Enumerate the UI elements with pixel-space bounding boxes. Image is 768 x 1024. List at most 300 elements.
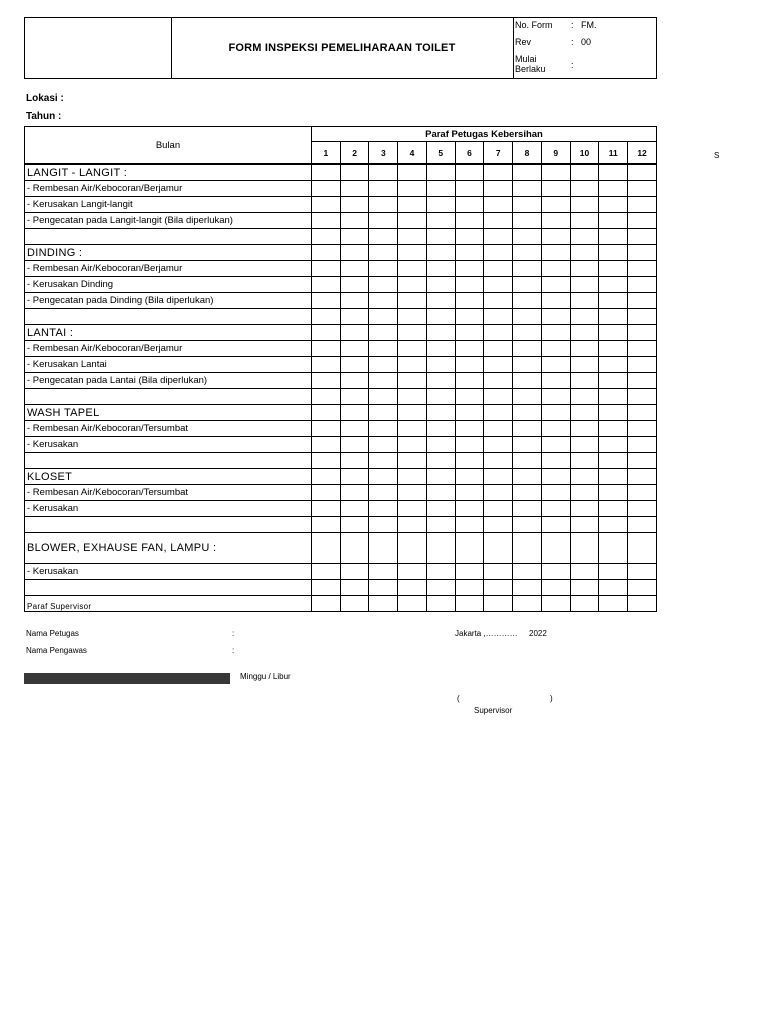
paraf-cell[interactable]	[599, 421, 628, 437]
paraf-cell[interactable]	[426, 580, 455, 596]
paraf-cell[interactable]	[484, 277, 513, 293]
paraf-cell[interactable]	[484, 293, 513, 309]
paraf-cell[interactable]	[513, 245, 542, 261]
paraf-cell[interactable]	[340, 245, 369, 261]
paraf-cell[interactable]	[311, 580, 340, 596]
paraf-cell[interactable]	[628, 309, 657, 325]
paraf-cell[interactable]	[541, 453, 570, 469]
paraf-cell[interactable]	[340, 293, 369, 309]
paraf-cell[interactable]	[311, 437, 340, 453]
paraf-cell[interactable]	[484, 485, 513, 501]
paraf-cell[interactable]	[599, 213, 628, 229]
paraf-cell[interactable]	[311, 293, 340, 309]
paraf-cell[interactable]	[426, 277, 455, 293]
paraf-cell[interactable]	[628, 277, 657, 293]
paraf-cell[interactable]	[570, 437, 599, 453]
paraf-cell[interactable]	[541, 437, 570, 453]
paraf-cell[interactable]	[455, 357, 484, 373]
paraf-cell[interactable]	[455, 596, 484, 612]
paraf-cell[interactable]	[541, 197, 570, 213]
paraf-cell[interactable]	[340, 341, 369, 357]
paraf-cell[interactable]	[599, 261, 628, 277]
paraf-cell[interactable]	[398, 325, 427, 341]
paraf-cell[interactable]	[541, 357, 570, 373]
paraf-cell[interactable]	[570, 213, 599, 229]
paraf-cell[interactable]	[369, 277, 398, 293]
paraf-cell[interactable]	[455, 453, 484, 469]
paraf-cell[interactable]	[484, 229, 513, 245]
paraf-cell[interactable]	[311, 261, 340, 277]
paraf-cell[interactable]	[484, 213, 513, 229]
paraf-cell[interactable]	[628, 485, 657, 501]
paraf-cell[interactable]	[398, 501, 427, 517]
paraf-cell[interactable]	[340, 596, 369, 612]
paraf-cell[interactable]	[426, 229, 455, 245]
paraf-cell[interactable]	[311, 245, 340, 261]
paraf-cell[interactable]	[340, 437, 369, 453]
paraf-cell[interactable]	[541, 533, 570, 564]
paraf-cell[interactable]	[599, 517, 628, 533]
paraf-cell[interactable]	[570, 469, 599, 485]
paraf-cell[interactable]	[398, 341, 427, 357]
paraf-cell[interactable]	[369, 213, 398, 229]
paraf-cell[interactable]	[541, 325, 570, 341]
paraf-cell[interactable]	[541, 501, 570, 517]
paraf-cell[interactable]	[599, 533, 628, 564]
paraf-cell[interactable]	[484, 357, 513, 373]
paraf-cell[interactable]	[311, 533, 340, 564]
paraf-cell[interactable]	[369, 580, 398, 596]
paraf-cell[interactable]	[484, 197, 513, 213]
paraf-cell[interactable]	[311, 389, 340, 405]
paraf-cell[interactable]	[340, 325, 369, 341]
paraf-cell[interactable]	[599, 229, 628, 245]
paraf-cell[interactable]	[398, 197, 427, 213]
paraf-cell[interactable]	[541, 580, 570, 596]
paraf-cell[interactable]	[599, 293, 628, 309]
paraf-cell[interactable]	[455, 437, 484, 453]
paraf-cell[interactable]	[455, 469, 484, 485]
paraf-cell[interactable]	[484, 341, 513, 357]
paraf-cell[interactable]	[570, 517, 599, 533]
paraf-cell[interactable]	[398, 533, 427, 564]
paraf-cell[interactable]	[599, 197, 628, 213]
paraf-cell[interactable]	[484, 596, 513, 612]
paraf-cell[interactable]	[484, 533, 513, 564]
paraf-cell[interactable]	[455, 309, 484, 325]
paraf-cell[interactable]	[311, 164, 340, 181]
paraf-cell[interactable]	[340, 517, 369, 533]
paraf-cell[interactable]	[599, 164, 628, 181]
paraf-cell[interactable]	[398, 245, 427, 261]
paraf-cell[interactable]	[599, 277, 628, 293]
paraf-cell[interactable]	[628, 564, 657, 580]
paraf-cell[interactable]	[369, 564, 398, 580]
paraf-cell[interactable]	[599, 437, 628, 453]
paraf-cell[interactable]	[484, 164, 513, 181]
paraf-cell[interactable]	[628, 533, 657, 564]
paraf-cell[interactable]	[311, 213, 340, 229]
paraf-cell[interactable]	[426, 517, 455, 533]
paraf-cell[interactable]	[484, 181, 513, 197]
paraf-cell[interactable]	[541, 164, 570, 181]
paraf-cell[interactable]	[570, 501, 599, 517]
paraf-cell[interactable]	[628, 164, 657, 181]
paraf-cell[interactable]	[369, 501, 398, 517]
paraf-cell[interactable]	[570, 261, 599, 277]
paraf-cell[interactable]	[513, 533, 542, 564]
paraf-cell[interactable]	[541, 405, 570, 421]
paraf-cell[interactable]	[570, 485, 599, 501]
paraf-cell[interactable]	[369, 164, 398, 181]
paraf-cell[interactable]	[398, 485, 427, 501]
paraf-cell[interactable]	[455, 261, 484, 277]
paraf-cell[interactable]	[570, 405, 599, 421]
paraf-cell[interactable]	[398, 229, 427, 245]
paraf-cell[interactable]	[513, 373, 542, 389]
paraf-cell[interactable]	[570, 533, 599, 564]
paraf-cell[interactable]	[628, 453, 657, 469]
paraf-cell[interactable]	[426, 245, 455, 261]
paraf-cell[interactable]	[599, 341, 628, 357]
paraf-cell[interactable]	[599, 245, 628, 261]
paraf-cell[interactable]	[340, 373, 369, 389]
paraf-cell[interactable]	[513, 197, 542, 213]
paraf-cell[interactable]	[455, 485, 484, 501]
paraf-cell[interactable]	[541, 293, 570, 309]
paraf-cell[interactable]	[541, 389, 570, 405]
paraf-cell[interactable]	[398, 373, 427, 389]
paraf-cell[interactable]	[484, 325, 513, 341]
paraf-cell[interactable]	[484, 580, 513, 596]
paraf-cell[interactable]	[455, 501, 484, 517]
paraf-cell[interactable]	[369, 325, 398, 341]
paraf-cell[interactable]	[599, 580, 628, 596]
paraf-cell[interactable]	[541, 373, 570, 389]
paraf-cell[interactable]	[570, 293, 599, 309]
paraf-cell[interactable]	[455, 533, 484, 564]
paraf-cell[interactable]	[599, 485, 628, 501]
paraf-cell[interactable]	[513, 453, 542, 469]
paraf-cell[interactable]	[340, 580, 369, 596]
paraf-cell[interactable]	[570, 197, 599, 213]
paraf-cell[interactable]	[369, 485, 398, 501]
paraf-cell[interactable]	[426, 533, 455, 564]
paraf-cell[interactable]	[311, 517, 340, 533]
paraf-cell[interactable]	[369, 373, 398, 389]
paraf-cell[interactable]	[426, 357, 455, 373]
paraf-cell[interactable]	[426, 213, 455, 229]
paraf-cell[interactable]	[426, 341, 455, 357]
paraf-cell[interactable]	[398, 469, 427, 485]
paraf-cell[interactable]	[340, 405, 369, 421]
paraf-cell[interactable]	[484, 564, 513, 580]
paraf-cell[interactable]	[398, 389, 427, 405]
paraf-cell[interactable]	[570, 580, 599, 596]
paraf-cell[interactable]	[599, 309, 628, 325]
paraf-cell[interactable]	[628, 580, 657, 596]
paraf-cell[interactable]	[455, 564, 484, 580]
paraf-cell[interactable]	[455, 325, 484, 341]
paraf-cell[interactable]	[541, 421, 570, 437]
paraf-cell[interactable]	[599, 325, 628, 341]
paraf-cell[interactable]	[455, 277, 484, 293]
paraf-cell[interactable]	[513, 309, 542, 325]
paraf-cell[interactable]	[426, 501, 455, 517]
paraf-cell[interactable]	[570, 421, 599, 437]
paraf-cell[interactable]	[369, 197, 398, 213]
paraf-cell[interactable]	[628, 469, 657, 485]
paraf-cell[interactable]	[311, 309, 340, 325]
paraf-cell[interactable]	[484, 373, 513, 389]
paraf-cell[interactable]	[340, 181, 369, 197]
paraf-cell[interactable]	[541, 517, 570, 533]
paraf-cell[interactable]	[628, 325, 657, 341]
paraf-cell[interactable]	[513, 421, 542, 437]
paraf-cell[interactable]	[628, 229, 657, 245]
paraf-cell[interactable]	[628, 197, 657, 213]
paraf-cell[interactable]	[570, 389, 599, 405]
paraf-cell[interactable]	[340, 277, 369, 293]
paraf-cell[interactable]	[369, 181, 398, 197]
paraf-cell[interactable]	[455, 197, 484, 213]
paraf-cell[interactable]	[426, 405, 455, 421]
paraf-cell[interactable]	[455, 245, 484, 261]
paraf-cell[interactable]	[311, 453, 340, 469]
paraf-cell[interactable]	[426, 293, 455, 309]
paraf-cell[interactable]	[599, 469, 628, 485]
paraf-cell[interactable]	[311, 277, 340, 293]
paraf-cell[interactable]	[455, 229, 484, 245]
paraf-cell[interactable]	[484, 453, 513, 469]
paraf-cell[interactable]	[541, 181, 570, 197]
paraf-cell[interactable]	[340, 501, 369, 517]
paraf-cell[interactable]	[340, 164, 369, 181]
paraf-cell[interactable]	[628, 261, 657, 277]
paraf-cell[interactable]	[628, 421, 657, 437]
paraf-cell[interactable]	[311, 229, 340, 245]
paraf-cell[interactable]	[426, 164, 455, 181]
paraf-cell[interactable]	[455, 421, 484, 437]
paraf-cell[interactable]	[455, 373, 484, 389]
paraf-cell[interactable]	[541, 229, 570, 245]
paraf-cell[interactable]	[369, 229, 398, 245]
paraf-cell[interactable]	[426, 261, 455, 277]
paraf-cell[interactable]	[369, 293, 398, 309]
paraf-cell[interactable]	[599, 501, 628, 517]
paraf-cell[interactable]	[570, 341, 599, 357]
paraf-cell[interactable]	[570, 229, 599, 245]
paraf-cell[interactable]	[541, 564, 570, 580]
paraf-cell[interactable]	[340, 261, 369, 277]
paraf-cell[interactable]	[541, 277, 570, 293]
paraf-cell[interactable]	[398, 596, 427, 612]
paraf-cell[interactable]	[484, 309, 513, 325]
paraf-cell[interactable]	[570, 357, 599, 373]
paraf-cell[interactable]	[628, 181, 657, 197]
paraf-cell[interactable]	[513, 501, 542, 517]
paraf-cell[interactable]	[513, 485, 542, 501]
paraf-cell[interactable]	[398, 421, 427, 437]
paraf-cell[interactable]	[513, 437, 542, 453]
paraf-cell[interactable]	[311, 501, 340, 517]
paraf-cell[interactable]	[570, 245, 599, 261]
paraf-cell[interactable]	[513, 181, 542, 197]
paraf-cell[interactable]	[340, 421, 369, 437]
paraf-cell[interactable]	[484, 405, 513, 421]
paraf-cell[interactable]	[340, 389, 369, 405]
paraf-cell[interactable]	[311, 421, 340, 437]
paraf-cell[interactable]	[599, 564, 628, 580]
paraf-cell[interactable]	[369, 309, 398, 325]
paraf-cell[interactable]	[628, 357, 657, 373]
paraf-cell[interactable]	[311, 341, 340, 357]
paraf-cell[interactable]	[311, 181, 340, 197]
paraf-cell[interactable]	[484, 389, 513, 405]
paraf-cell[interactable]	[513, 164, 542, 181]
paraf-cell[interactable]	[369, 389, 398, 405]
paraf-cell[interactable]	[570, 325, 599, 341]
paraf-cell[interactable]	[369, 533, 398, 564]
paraf-cell[interactable]	[369, 357, 398, 373]
paraf-cell[interactable]	[398, 293, 427, 309]
paraf-cell[interactable]	[541, 261, 570, 277]
paraf-cell[interactable]	[311, 357, 340, 373]
paraf-cell[interactable]	[426, 197, 455, 213]
paraf-cell[interactable]	[628, 245, 657, 261]
paraf-cell[interactable]	[513, 389, 542, 405]
paraf-cell[interactable]	[455, 341, 484, 357]
paraf-cell[interactable]	[513, 564, 542, 580]
paraf-cell[interactable]	[570, 181, 599, 197]
paraf-cell[interactable]	[570, 309, 599, 325]
paraf-cell[interactable]	[513, 261, 542, 277]
paraf-cell[interactable]	[570, 564, 599, 580]
paraf-cell[interactable]	[369, 261, 398, 277]
paraf-cell[interactable]	[570, 373, 599, 389]
paraf-cell[interactable]	[513, 405, 542, 421]
paraf-cell[interactable]	[599, 373, 628, 389]
paraf-cell[interactable]	[513, 596, 542, 612]
paraf-cell[interactable]	[369, 245, 398, 261]
paraf-cell[interactable]	[484, 469, 513, 485]
paraf-cell[interactable]	[484, 261, 513, 277]
paraf-cell[interactable]	[599, 596, 628, 612]
paraf-cell[interactable]	[398, 453, 427, 469]
paraf-cell[interactable]	[513, 357, 542, 373]
paraf-cell[interactable]	[599, 389, 628, 405]
paraf-cell[interactable]	[628, 405, 657, 421]
paraf-cell[interactable]	[484, 421, 513, 437]
paraf-cell[interactable]	[541, 245, 570, 261]
paraf-cell[interactable]	[369, 596, 398, 612]
paraf-cell[interactable]	[340, 197, 369, 213]
paraf-cell[interactable]	[311, 485, 340, 501]
paraf-cell[interactable]	[513, 293, 542, 309]
paraf-cell[interactable]	[484, 245, 513, 261]
paraf-cell[interactable]	[628, 341, 657, 357]
paraf-cell[interactable]	[426, 421, 455, 437]
paraf-cell[interactable]	[426, 325, 455, 341]
paraf-cell[interactable]	[340, 309, 369, 325]
paraf-cell[interactable]	[426, 437, 455, 453]
paraf-cell[interactable]	[541, 213, 570, 229]
paraf-cell[interactable]	[426, 596, 455, 612]
paraf-cell[interactable]	[628, 517, 657, 533]
paraf-cell[interactable]	[426, 181, 455, 197]
paraf-cell[interactable]	[484, 517, 513, 533]
paraf-cell[interactable]	[311, 325, 340, 341]
paraf-cell[interactable]	[455, 580, 484, 596]
paraf-cell[interactable]	[369, 405, 398, 421]
paraf-cell[interactable]	[369, 469, 398, 485]
paraf-cell[interactable]	[340, 564, 369, 580]
paraf-cell[interactable]	[455, 389, 484, 405]
paraf-cell[interactable]	[311, 405, 340, 421]
paraf-cell[interactable]	[484, 501, 513, 517]
paraf-cell[interactable]	[340, 213, 369, 229]
paraf-cell[interactable]	[513, 325, 542, 341]
paraf-cell[interactable]	[628, 373, 657, 389]
paraf-cell[interactable]	[340, 357, 369, 373]
paraf-cell[interactable]	[398, 357, 427, 373]
paraf-cell[interactable]	[426, 485, 455, 501]
paraf-cell[interactable]	[628, 437, 657, 453]
paraf-cell[interactable]	[628, 596, 657, 612]
paraf-cell[interactable]	[398, 277, 427, 293]
paraf-cell[interactable]	[513, 213, 542, 229]
paraf-cell[interactable]	[311, 469, 340, 485]
paraf-cell[interactable]	[398, 437, 427, 453]
paraf-cell[interactable]	[628, 213, 657, 229]
paraf-cell[interactable]	[398, 181, 427, 197]
paraf-cell[interactable]	[398, 261, 427, 277]
paraf-cell[interactable]	[513, 341, 542, 357]
paraf-cell[interactable]	[398, 164, 427, 181]
paraf-cell[interactable]	[541, 596, 570, 612]
paraf-cell[interactable]	[426, 453, 455, 469]
paraf-cell[interactable]	[340, 469, 369, 485]
paraf-cell[interactable]	[455, 517, 484, 533]
paraf-cell[interactable]	[398, 564, 427, 580]
paraf-cell[interactable]	[340, 485, 369, 501]
paraf-cell[interactable]	[369, 437, 398, 453]
paraf-cell[interactable]	[426, 373, 455, 389]
paraf-cell[interactable]	[455, 405, 484, 421]
paraf-cell[interactable]	[570, 164, 599, 181]
paraf-cell[interactable]	[628, 501, 657, 517]
paraf-cell[interactable]	[455, 164, 484, 181]
paraf-cell[interactable]	[426, 309, 455, 325]
paraf-cell[interactable]	[426, 469, 455, 485]
paraf-cell[interactable]	[570, 596, 599, 612]
paraf-cell[interactable]	[541, 469, 570, 485]
paraf-cell[interactable]	[455, 181, 484, 197]
paraf-cell[interactable]	[455, 293, 484, 309]
paraf-cell[interactable]	[513, 517, 542, 533]
paraf-cell[interactable]	[628, 293, 657, 309]
paraf-cell[interactable]	[541, 485, 570, 501]
paraf-cell[interactable]	[513, 469, 542, 485]
paraf-cell[interactable]	[311, 373, 340, 389]
paraf-cell[interactable]	[340, 533, 369, 564]
paraf-cell[interactable]	[398, 309, 427, 325]
paraf-cell[interactable]	[369, 341, 398, 357]
paraf-cell[interactable]	[426, 564, 455, 580]
paraf-cell[interactable]	[398, 580, 427, 596]
paraf-cell[interactable]	[541, 341, 570, 357]
paraf-cell[interactable]	[398, 405, 427, 421]
